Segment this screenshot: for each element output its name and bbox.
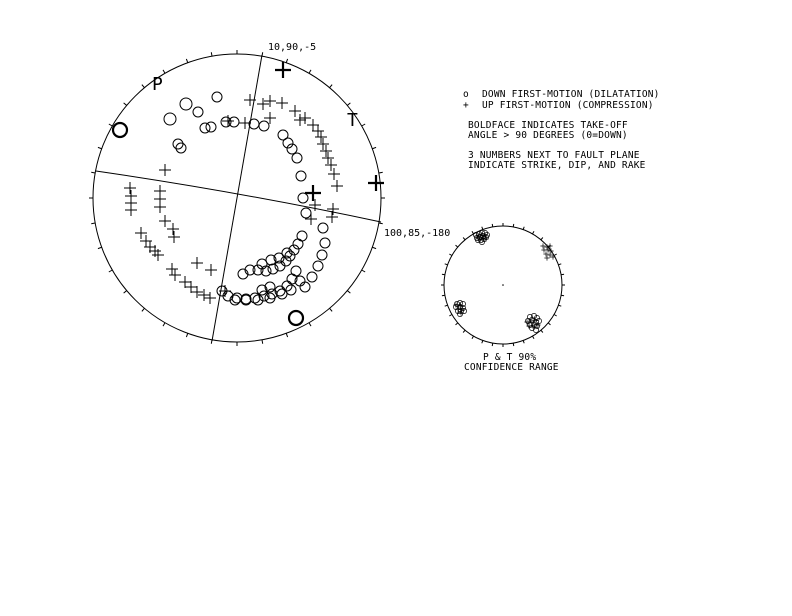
confidence-caption-line-1: P & T 90% xyxy=(483,352,537,363)
boldface-dilatation-circle xyxy=(113,123,127,137)
fault-plane-1-trace xyxy=(212,55,262,341)
azimuth-tick xyxy=(124,103,127,106)
dilatation-circle xyxy=(232,293,242,303)
compression-plus xyxy=(159,164,171,176)
compression-plus xyxy=(305,213,317,225)
azimuth-tick xyxy=(492,224,493,227)
legend-boldface-line-1: BOLDFACE INDICATES TAKE-OFF xyxy=(468,120,628,131)
compression-plus xyxy=(154,201,166,213)
azimuth-tick xyxy=(347,103,350,106)
compression-plus xyxy=(219,285,231,297)
azimuth-tick xyxy=(513,343,514,346)
azimuth-tick xyxy=(211,52,212,56)
azimuth-tick xyxy=(442,274,445,275)
azimuth-tick xyxy=(98,247,102,248)
azimuth-tick xyxy=(472,231,474,234)
legend-up-text: UP FIRST-MOTION (COMPRESSION) xyxy=(482,100,654,111)
azimuth-tick xyxy=(309,323,311,326)
compression-plus xyxy=(191,257,203,269)
legend-down-text: DOWN FIRST-MOTION (DILATATION) xyxy=(482,89,660,100)
compression-plus xyxy=(159,215,171,227)
fault-planes xyxy=(96,55,381,341)
azimuth-tick xyxy=(163,323,165,326)
compression-plus xyxy=(264,95,276,107)
compression-plus xyxy=(244,94,256,106)
azimuth-tick xyxy=(379,223,383,224)
compression-plus xyxy=(322,152,334,164)
main-focal-sphere xyxy=(89,42,450,346)
compression-plus xyxy=(331,180,343,192)
compression-plus xyxy=(168,231,180,243)
compression-plus xyxy=(257,98,269,110)
azimuth-tick xyxy=(186,333,187,337)
azimuth-tick xyxy=(142,85,145,88)
dilatation-circle xyxy=(298,193,308,203)
compression-plus xyxy=(167,223,179,235)
compression-plus xyxy=(315,131,327,143)
compression-plus xyxy=(169,269,181,281)
fault-plane-2-trace xyxy=(96,171,381,222)
confidence-t-symbol xyxy=(544,255,549,260)
compression-plus xyxy=(166,263,178,275)
compression-plus xyxy=(185,281,197,293)
confidence-p-symbol xyxy=(473,232,478,237)
dilatation-circle xyxy=(307,272,317,282)
legend-boldface-line-2: ANGLE > 90 DEGREES (0=DOWN) xyxy=(468,130,628,141)
dilatation-circle xyxy=(164,113,176,125)
legend-up-symbol: + xyxy=(463,100,469,111)
azimuth-tick xyxy=(513,224,514,227)
compression-plus xyxy=(222,115,234,127)
azimuth-tick xyxy=(186,59,187,63)
legend-numbers-line-1: 3 NUMBERS NEXT TO FAULT PLANE xyxy=(468,150,640,161)
azimuth-tick xyxy=(558,305,561,306)
dilatation-circle xyxy=(286,285,296,295)
azimuth-tick xyxy=(541,330,543,332)
compression-plus xyxy=(204,292,216,304)
azimuth-tick xyxy=(463,238,465,240)
azimuth-tick xyxy=(472,336,474,339)
compression-plus xyxy=(325,159,337,171)
compression-plus xyxy=(125,204,137,216)
compression-plus xyxy=(205,264,217,276)
confidence-center-dot xyxy=(502,284,504,286)
confidence-p-symbol xyxy=(454,301,459,306)
azimuth-tick xyxy=(456,323,458,325)
azimuth-tick xyxy=(523,340,524,343)
azimuth-tick xyxy=(554,254,557,256)
azimuth-tick xyxy=(372,147,376,148)
legend-numbers-line-2: INDICATE STRIKE, DIP, AND RAKE xyxy=(468,160,646,171)
boldface-compression-plus xyxy=(368,175,384,191)
azimuth-tick xyxy=(449,315,452,317)
t-axis-label: T xyxy=(347,110,358,131)
compression-plus xyxy=(276,97,288,109)
compression-plus xyxy=(299,112,311,124)
azimuth-tick xyxy=(548,323,550,325)
azimuth-tick xyxy=(456,245,458,247)
dilatation-circle xyxy=(265,293,275,303)
azimuth-tick xyxy=(286,59,287,63)
azimuth-tick xyxy=(558,264,561,265)
azimuth-tick xyxy=(98,147,102,148)
azimuth-tick xyxy=(482,340,483,343)
dilatation-circle xyxy=(259,121,269,131)
azimuth-tick xyxy=(124,291,127,294)
azimuth-tick xyxy=(533,336,535,339)
compression-plus xyxy=(312,125,324,137)
boldface-compression-plus xyxy=(305,185,321,201)
dilatation-circle xyxy=(313,261,323,271)
azimuth-tick xyxy=(330,85,333,88)
dilatation-circle xyxy=(250,293,260,303)
dilatation-circle xyxy=(206,122,216,132)
azimuth-tick xyxy=(561,274,564,275)
confidence-t-symbol xyxy=(540,243,545,248)
dilatation-circle xyxy=(296,171,306,181)
compression-plus xyxy=(320,145,332,157)
azimuth-tick xyxy=(109,270,112,272)
azimuth-tick xyxy=(482,227,483,230)
azimuth-tick xyxy=(561,295,564,296)
azimuth-tick xyxy=(330,308,333,311)
azimuth-tick xyxy=(523,227,524,230)
dilatation-circle xyxy=(249,119,259,129)
azimuth-tick xyxy=(554,315,557,317)
azimuth-tick xyxy=(309,70,311,73)
dilatation-circle xyxy=(277,289,287,299)
azimuth-tick xyxy=(286,333,287,337)
dilatation-circle xyxy=(320,238,330,248)
azimuth-tick xyxy=(449,254,452,256)
compression-plus xyxy=(179,276,191,288)
boldface-compression-plus xyxy=(275,62,291,78)
azimuth-tick xyxy=(91,172,95,173)
azimuth-tick xyxy=(262,340,263,344)
azimuth-tick xyxy=(492,343,493,346)
confidence-sphere xyxy=(441,223,565,373)
dilatation-circle xyxy=(318,223,328,233)
compression-plus xyxy=(198,289,210,301)
p-axis-label: P xyxy=(152,74,163,95)
azimuth-tick xyxy=(445,305,448,306)
confidence-clusters xyxy=(453,230,555,332)
dilatation-circle xyxy=(292,153,302,163)
azimuth-tick xyxy=(109,124,112,126)
fault-plane-1-label: 10,90,-5 xyxy=(268,42,317,53)
dilatation-circle xyxy=(180,98,192,110)
dilatation-circle xyxy=(317,250,327,260)
azimuth-tick xyxy=(163,70,165,73)
dilatation-circle xyxy=(193,107,203,117)
dilatation-circle xyxy=(301,208,311,218)
azimuth-tick xyxy=(347,291,350,294)
azimuth-tick xyxy=(541,238,543,240)
azimuth-tick xyxy=(463,330,465,332)
azimuth-tick xyxy=(445,264,448,265)
compression-plus xyxy=(289,105,301,117)
dilatation-circle xyxy=(212,92,222,102)
compression-plus xyxy=(317,138,329,150)
azimuth-tick xyxy=(372,247,376,248)
azimuth-tick xyxy=(362,124,365,126)
confidence-caption-line-2: CONFIDENCE RANGE xyxy=(464,362,559,373)
fault-plane-2-label: 100,85,-180 xyxy=(384,228,451,239)
compression-plus xyxy=(264,112,276,124)
compression-plus xyxy=(294,114,306,126)
compression-plus xyxy=(124,182,136,194)
compression-plus xyxy=(328,168,340,180)
azimuth-tick xyxy=(91,223,95,224)
dilatation-circle xyxy=(300,282,310,292)
azimuth-tick xyxy=(142,308,145,311)
legend xyxy=(463,89,660,171)
boldface-dilatation-circle xyxy=(289,311,303,325)
azimuth-tick xyxy=(362,270,365,272)
legend-down-symbol: o xyxy=(463,89,469,100)
confidence-t-symbol xyxy=(544,244,549,249)
azimuth-tick xyxy=(442,295,445,296)
compression-plus xyxy=(191,286,203,298)
azimuth-tick xyxy=(379,172,383,173)
azimuth-tick xyxy=(533,231,535,234)
compression-plus xyxy=(307,119,319,131)
compression-plus xyxy=(135,227,147,239)
